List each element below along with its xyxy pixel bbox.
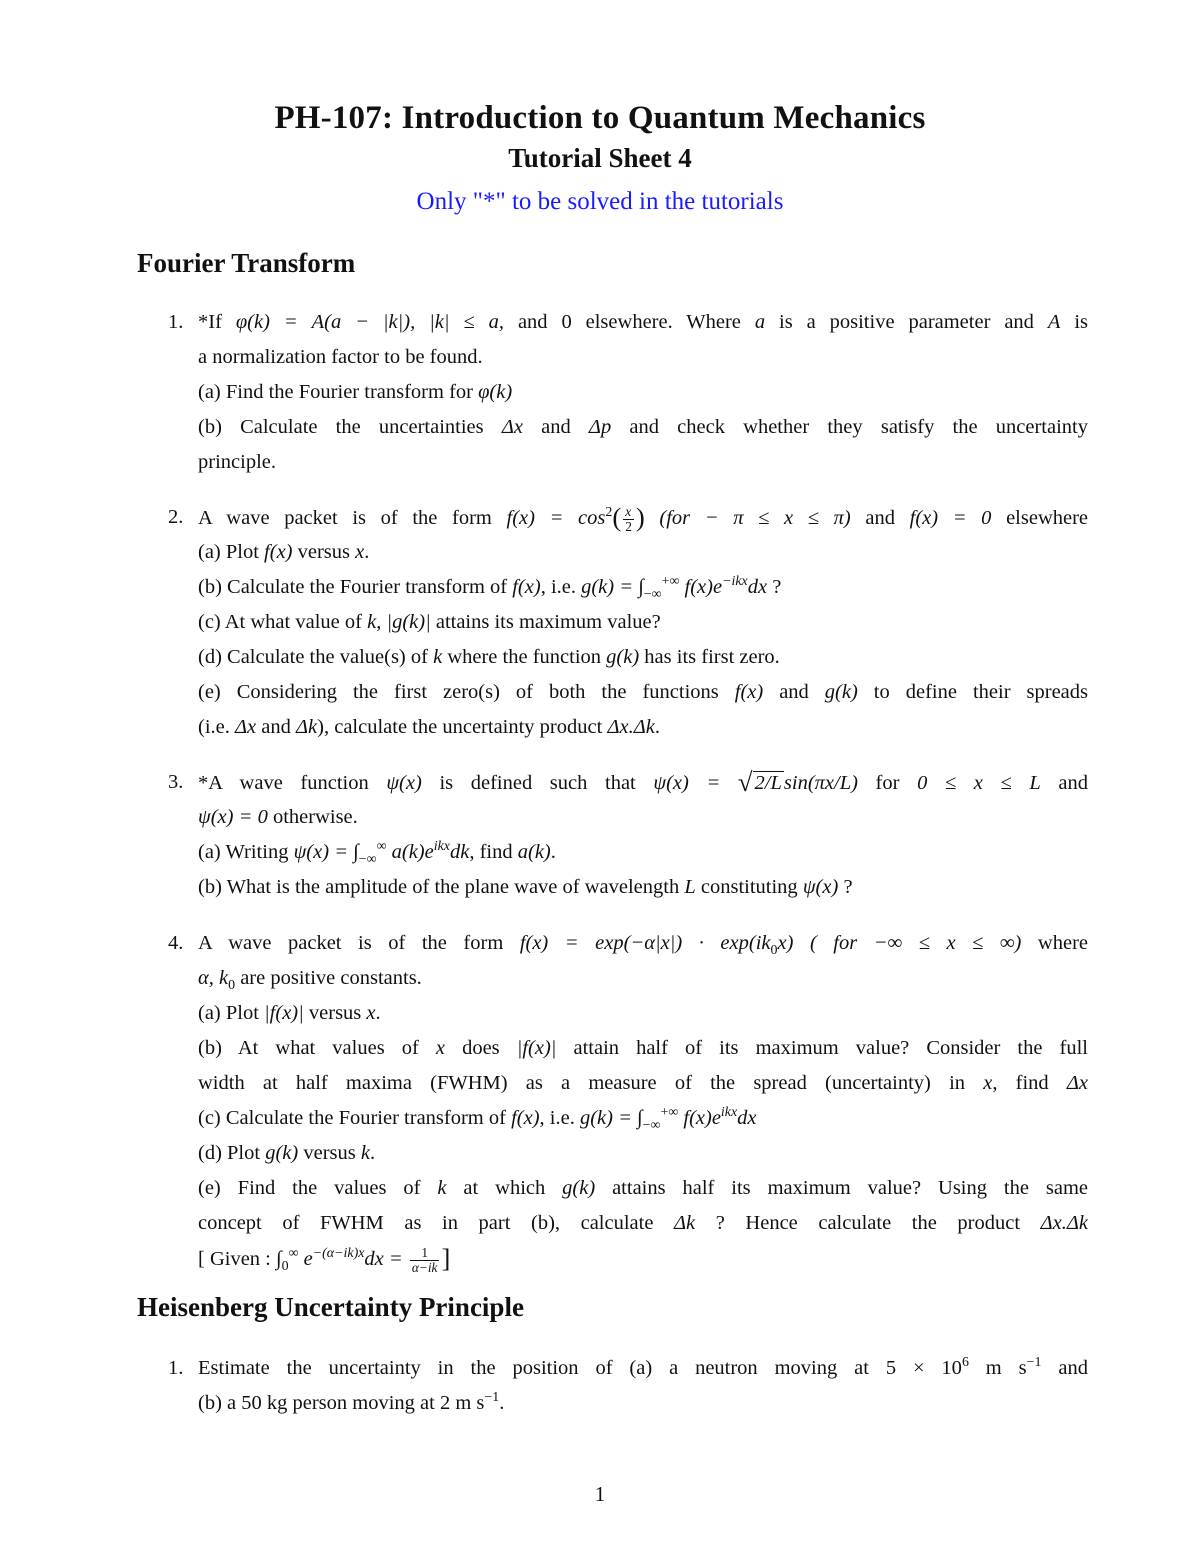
text: (a) Writing bbox=[198, 841, 294, 863]
math-superscript: 6 bbox=[961, 1355, 969, 1371]
text: (b) Calculate the Fourier transform of bbox=[198, 576, 513, 598]
math-subscript: −∞ bbox=[358, 852, 377, 868]
problem-line bbox=[198, 1068, 1088, 1098]
problem-line: principle. bbox=[198, 451, 276, 473]
math: L bbox=[684, 876, 696, 898]
text: are positive constants. bbox=[235, 967, 422, 989]
problem-line bbox=[198, 1033, 1088, 1063]
text: *A wave function bbox=[198, 772, 387, 794]
section-title-fourier: Fourier Transform bbox=[137, 248, 356, 278]
text: at which bbox=[446, 1177, 563, 1199]
math: A bbox=[1047, 311, 1061, 333]
problem-number: 2. bbox=[168, 506, 184, 528]
math-superscript: ∞ bbox=[376, 839, 387, 855]
problem-line bbox=[198, 642, 780, 672]
math-superscript: −1 bbox=[484, 1390, 500, 1406]
math-superscript: +∞ bbox=[660, 1105, 679, 1121]
math: g(k) bbox=[562, 1177, 596, 1199]
math: a bbox=[754, 311, 766, 333]
math: Δx bbox=[1066, 1072, 1088, 1094]
text: (a) Plot bbox=[198, 541, 265, 563]
text: . bbox=[550, 841, 556, 863]
math: α, k bbox=[198, 967, 229, 989]
problem-number: 1. bbox=[168, 1357, 184, 1379]
text: versus bbox=[298, 1142, 361, 1164]
section-title-heisenberg: Heisenberg Uncertainty Principle bbox=[137, 1292, 524, 1322]
text: otherwise. bbox=[267, 806, 358, 828]
text: (d) Plot bbox=[198, 1142, 266, 1164]
math: φ(k) bbox=[478, 381, 513, 403]
math: a(k) bbox=[517, 841, 551, 863]
math: x bbox=[366, 1002, 376, 1024]
math: dx bbox=[747, 576, 768, 598]
paren: ( bbox=[612, 502, 622, 532]
math: ∫ bbox=[276, 1248, 282, 1270]
text: and bbox=[1040, 772, 1088, 794]
text: m s bbox=[968, 1357, 1027, 1379]
math: Δx bbox=[501, 416, 523, 438]
problem-line bbox=[198, 537, 369, 567]
text: ? bbox=[767, 576, 782, 598]
text: elsewhere bbox=[991, 507, 1088, 529]
math: Δk bbox=[674, 1212, 696, 1234]
math: x bbox=[983, 1072, 993, 1094]
problem-line bbox=[198, 572, 781, 602]
text: and bbox=[256, 716, 296, 738]
fraction bbox=[410, 1246, 440, 1275]
text: and bbox=[850, 507, 910, 529]
problem-line bbox=[198, 963, 422, 993]
math: f(x) bbox=[512, 576, 541, 598]
math: ψ(x) bbox=[386, 772, 422, 794]
text: (i.e. bbox=[198, 716, 235, 738]
problem-line bbox=[198, 1173, 1088, 1203]
problem-line bbox=[198, 872, 853, 902]
text: A wave packet is of the form bbox=[198, 507, 507, 529]
text: , i.e. bbox=[539, 1107, 580, 1129]
math: f(x) bbox=[734, 681, 764, 703]
math-subscript: −∞ bbox=[642, 1118, 661, 1134]
text: constituting bbox=[695, 876, 803, 898]
text: (b) What is the amplitude of the plane wave of wavelength bbox=[198, 876, 685, 898]
math-subscript: 0 bbox=[770, 943, 778, 958]
text: (b) At what values of bbox=[198, 1037, 436, 1059]
problem-line: a normalization factor to be found. bbox=[198, 346, 483, 368]
math: dk bbox=[449, 841, 470, 863]
text: ? bbox=[838, 876, 853, 898]
text: and 0 elsewhere. Where bbox=[504, 311, 755, 333]
text: is a positive parameter and bbox=[765, 311, 1048, 333]
problem-line bbox=[198, 712, 660, 742]
problem-line bbox=[198, 1353, 1088, 1383]
problem-line bbox=[198, 502, 1088, 532]
math: φ(k) = A(a − |k|), |k| ≤ a, bbox=[235, 311, 505, 333]
text: and bbox=[763, 681, 825, 703]
problem-number: 3. bbox=[168, 771, 184, 793]
math: (for − π ≤ x ≤ π) bbox=[659, 507, 851, 529]
text: Estimate the uncertainty in the position of (a) a neutron moving at 5 × 10 bbox=[198, 1357, 962, 1379]
math-superscript: ikx bbox=[433, 839, 450, 855]
text: where the function bbox=[442, 646, 607, 668]
text: and bbox=[1041, 1357, 1088, 1379]
text: ] bbox=[441, 1243, 451, 1273]
problem-line bbox=[198, 1388, 504, 1418]
text: does bbox=[445, 1037, 517, 1059]
math-superscript: −1 bbox=[1026, 1355, 1042, 1371]
text: (b) a 50 kg person moving at 2 m s bbox=[198, 1392, 485, 1414]
text: , find bbox=[992, 1072, 1067, 1094]
text: has its first zero. bbox=[639, 646, 780, 668]
text: . bbox=[369, 1142, 376, 1164]
problem-line bbox=[198, 307, 1088, 337]
text: is bbox=[1060, 311, 1088, 333]
math: f(x) = 0 bbox=[909, 507, 992, 529]
math: k bbox=[360, 1142, 370, 1164]
math: k bbox=[433, 646, 443, 668]
math: |g(k)| bbox=[386, 611, 431, 633]
math: Δk bbox=[296, 716, 318, 738]
math: x bbox=[355, 541, 365, 563]
math: sin(πx/L) bbox=[783, 772, 858, 794]
math: k bbox=[437, 1177, 447, 1199]
numerator: 1 bbox=[410, 1246, 440, 1261]
math: g(k) = ∫ bbox=[579, 1107, 643, 1129]
text: attain half of its maximum value? Consider the full bbox=[556, 1037, 1088, 1059]
text: versus bbox=[303, 1002, 367, 1024]
problem-line bbox=[198, 802, 358, 832]
radicand: 2/L bbox=[754, 772, 782, 794]
text: A wave packet is of the form bbox=[198, 932, 520, 954]
text: (d) Calculate the value(s) of bbox=[198, 646, 434, 668]
math: Δx.Δk bbox=[607, 716, 655, 738]
math: dx = bbox=[364, 1248, 408, 1270]
problem-line bbox=[198, 1103, 757, 1133]
math: f(x)e bbox=[679, 576, 723, 598]
math: dx bbox=[737, 1107, 757, 1129]
document-title: PH-107: Introduction to Quantum Mechanics bbox=[274, 100, 926, 136]
math-superscript: ∞ bbox=[288, 1246, 299, 1262]
math: f(x) = cos bbox=[506, 507, 606, 529]
math: ( for −∞ ≤ x ≤ ∞) bbox=[793, 932, 1022, 954]
text: (c) Calculate the Fourier transform of bbox=[198, 1107, 512, 1129]
text: . bbox=[499, 1392, 505, 1414]
math: Δx bbox=[235, 716, 257, 738]
text: . bbox=[654, 716, 660, 738]
text: (a) Plot bbox=[198, 1002, 265, 1024]
math: ψ(x) = 0 bbox=[198, 806, 268, 828]
math: g(k) bbox=[824, 681, 858, 703]
problem-number: 1. bbox=[168, 311, 184, 333]
text: and bbox=[522, 416, 589, 438]
text: ? Hence calculate the product bbox=[695, 1212, 1041, 1234]
text: concept of FWHM as in part (b), calculate bbox=[198, 1212, 675, 1234]
math: g(k) bbox=[606, 646, 640, 668]
text: , find bbox=[469, 841, 518, 863]
tutorial-note: Only "*" to be solved in the tutorials bbox=[416, 188, 784, 215]
page-number: 1 bbox=[594, 1482, 606, 1506]
document-subtitle: Tutorial Sheet 4 bbox=[508, 143, 692, 173]
math: g(k) bbox=[265, 1142, 299, 1164]
text: (e) Considering the first zero(s) of both the functions bbox=[198, 681, 735, 703]
text: . bbox=[364, 541, 370, 563]
problem-line bbox=[198, 377, 512, 407]
math: f(x) bbox=[511, 1107, 540, 1129]
denominator: α−ik bbox=[411, 1259, 438, 1275]
sqrt-sign: √ bbox=[737, 767, 753, 797]
text: [ Given : bbox=[198, 1248, 276, 1270]
problem-line bbox=[198, 928, 1088, 958]
math: f(x) = exp(−α|x|) · exp(ik bbox=[519, 932, 771, 954]
text: *If bbox=[198, 311, 236, 333]
math: x) bbox=[777, 932, 794, 954]
math: Δp bbox=[588, 416, 612, 438]
math: f(x) bbox=[264, 541, 293, 563]
problem-line bbox=[198, 412, 1088, 442]
problem-line bbox=[198, 1208, 1088, 1238]
text: attains half its maximum value? Using the same bbox=[595, 1177, 1088, 1199]
math-superscript: ikx bbox=[720, 1105, 738, 1121]
paren: ) bbox=[635, 502, 645, 532]
math: f(x)e bbox=[678, 1107, 721, 1129]
math: ψ(x) = bbox=[653, 772, 738, 794]
text: (b) Calculate the uncertainties bbox=[198, 416, 502, 438]
problem-line bbox=[198, 607, 661, 637]
text: is defined such that bbox=[421, 772, 654, 794]
text: , bbox=[376, 611, 387, 633]
math: k bbox=[367, 611, 377, 633]
text: (e) Find the values of bbox=[198, 1177, 438, 1199]
problem-line bbox=[198, 677, 1088, 707]
math-subscript: 0 bbox=[228, 978, 236, 994]
text: for bbox=[857, 772, 918, 794]
text: (a) Find the Fourier transform for bbox=[198, 381, 479, 403]
problem-number: 4. bbox=[168, 932, 184, 954]
problem-line bbox=[198, 837, 556, 867]
math: 0 ≤ x ≤ L bbox=[917, 772, 1041, 794]
text: , i.e. bbox=[540, 576, 582, 598]
math-subscript: −∞ bbox=[643, 587, 662, 603]
text: width at half maxima (FWHM) as a measure of the spread (uncertainty) in bbox=[198, 1072, 984, 1094]
math: e bbox=[298, 1248, 313, 1270]
math: ψ(x) bbox=[802, 876, 839, 898]
text: to define their spreads bbox=[857, 681, 1088, 703]
math-superscript: +∞ bbox=[661, 574, 680, 590]
text: where bbox=[1021, 932, 1088, 954]
text: (c) At what value of bbox=[198, 611, 368, 633]
math-superscript: −(α−ik)x bbox=[312, 1246, 365, 1262]
math: |f(x)| bbox=[264, 1002, 304, 1024]
problem-line bbox=[198, 1243, 450, 1273]
math: ψ(x) = ∫ bbox=[293, 841, 359, 863]
math: x bbox=[435, 1037, 445, 1059]
problem-line bbox=[198, 998, 381, 1028]
math: Δx.Δk bbox=[1040, 1212, 1088, 1234]
math: g(k) = ∫ bbox=[581, 576, 644, 598]
math: a(k)e bbox=[386, 841, 434, 863]
denominator: 2 bbox=[625, 518, 632, 532]
text: attains its maximum value? bbox=[430, 611, 661, 633]
math-subscript: 0 bbox=[281, 1259, 289, 1275]
fraction bbox=[623, 505, 634, 532]
text: ), calculate the uncertainty product bbox=[317, 716, 608, 738]
math: |f(x)| bbox=[516, 1037, 557, 1059]
text: . bbox=[375, 1002, 381, 1024]
problem-line bbox=[198, 767, 1088, 797]
text: and check whether they satisfy the uncertainty bbox=[611, 416, 1088, 438]
problem-line bbox=[198, 1138, 375, 1168]
math-superscript: −ikx bbox=[722, 574, 748, 590]
text: versus bbox=[292, 541, 356, 563]
math-superscript: 2 bbox=[605, 505, 613, 521]
numerator: x bbox=[623, 505, 634, 520]
